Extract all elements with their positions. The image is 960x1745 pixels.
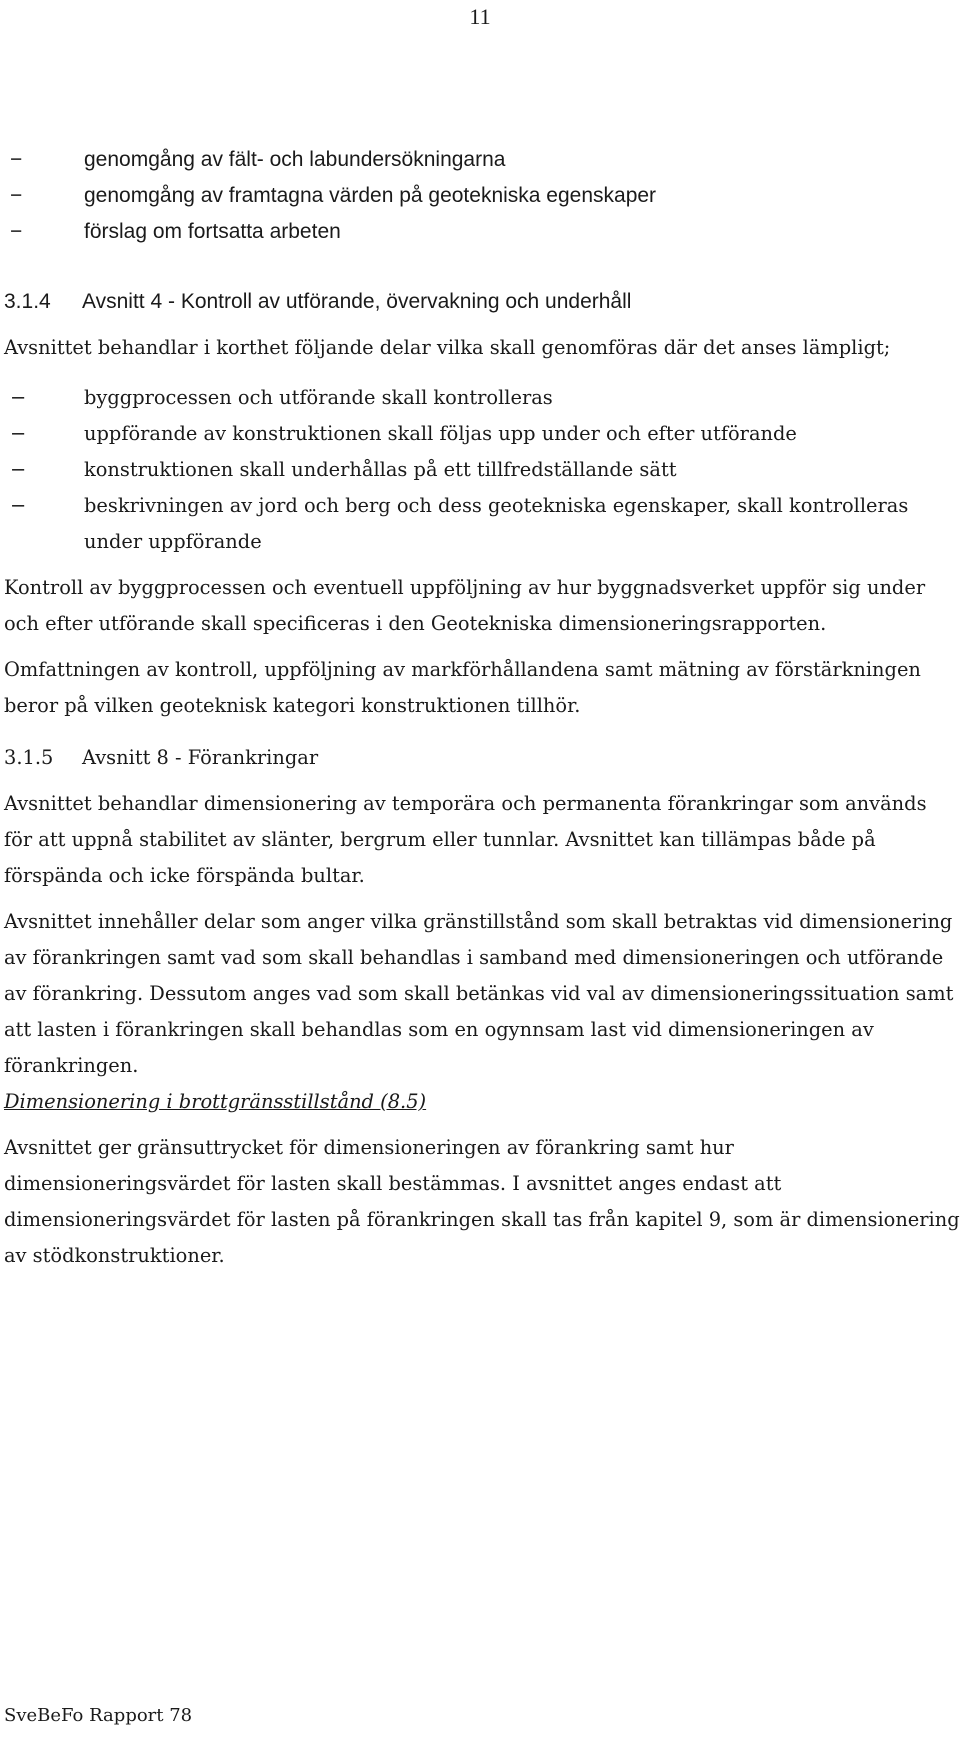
dash-bullet: − [10,386,27,409]
section-heading-3-1-4 [4,284,631,320]
dash-bullet: − [10,148,23,171]
section-intro: Avsnittet behandlar i korthet följande delar vilka skall genomföras där det anses lämpligt; [4,336,891,359]
paragraph: Omfattningen av kontroll, uppföljning av markförhållandena samt mätning av förstärkningen beror på vilken geoteknisk kategori konstruktionen tillhör. [4,658,921,717]
dash-bullet: − [10,220,23,243]
body-content [4,330,960,1274]
paragraph: Avsnittet ger gränsuttrycket för dimensioneringen av förankring samt hur dimensioneringsvärdet för lasten skall bestämmas. I avsnittet anges endast att dimensioneringsvärdet för lasten på förankringen skall tas från kapitel 9, som är dimensionering av stödkonstruktioner. [4,1136,960,1267]
dash-bullet: − [10,422,27,445]
page-number: 11 [469,4,491,29]
section-number: 3.1.4 [4,290,51,313]
list-item: − beskrivningen av jord och berg och dess geotekniska egenskaper, skall kontrolleras under uppförande [4,488,960,560]
paragraph: Avsnittet behandlar dimensionering av temporära och permanenta förankringar som används för att uppnå stabilitet av slänter, bergrum eller tunnlar. Avsnittet kan tillämpas både på förspända och icke förspända bultar. [4,792,927,887]
subheading: Dimensionering i brottgränsstillstånd (8.5) [4,1090,427,1113]
page-footer: SveBeFo Rapport 78 [4,1705,193,1726]
paragraph: Kontroll av byggprocessen och eventuell uppföljning av hur byggnadsverket uppför sig under och efter utförande skall specificeras i den Geotekniska dimensioneringsrapporten. [4,576,926,635]
list-item: − förslag om fortsatta arbeten [0,214,960,250]
dash-bullet: − [10,184,23,207]
list-item: − genomgång av fält- och labundersökningarna [0,142,960,178]
section-number: 3.1.5 [4,746,54,769]
control-list [4,380,960,560]
section-heading-3-1-5 [4,740,960,776]
review-list [0,142,960,250]
list-item: − uppförande av konstruktionen skall följas upp under och efter utförande [4,416,960,452]
section-title: Avsnitt 4 - Kontroll av utförande, övervakning och underhåll [82,290,632,313]
list-item: − genomgång av framtagna värden på geotekniska egenskaper [0,178,960,214]
list-item: − konstruktionen skall underhållas på ett tillfredställande sätt [4,452,960,488]
dash-bullet: − [10,494,27,517]
paragraph: Avsnittet innehåller delar som anger vilka gränstillstånd som skall betraktas vid dimensionering av förankringen samt vad som skall behandlas i samband med dimensioneringen och utförande av förankring. Dessutom anges vad som skall betänkas vid val av dimensioneringssituation samt att lasten i förankringen skall behandlas som en ogynnsam last vid dimensioneringen av förankringen. [4,910,954,1077]
section-title: Avsnitt 8 - Förankringar [82,746,319,769]
list-item: − byggprocessen och utförande skall kontrolleras [4,380,960,416]
dash-bullet: − [10,458,27,481]
